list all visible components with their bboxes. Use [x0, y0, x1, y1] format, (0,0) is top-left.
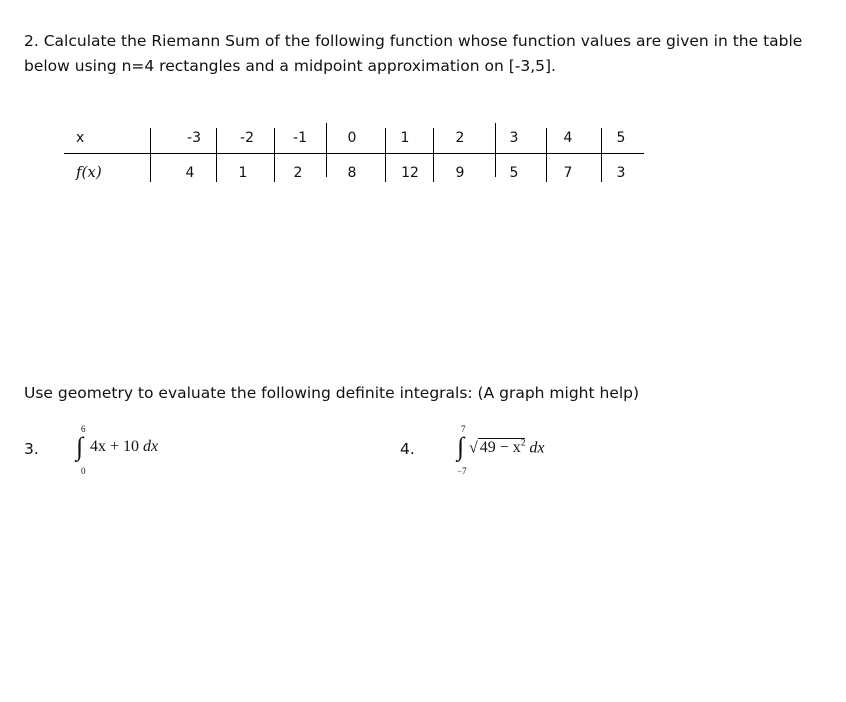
table-cell: 1: [400, 130, 410, 146]
table-cell: 3: [509, 130, 519, 146]
lower-limit: 0: [81, 466, 86, 476]
table-cell: -3: [187, 130, 201, 146]
table-cell: 4: [185, 165, 195, 181]
table-divider: [433, 128, 434, 182]
integral-sign-icon: ∫: [76, 432, 84, 461]
question-2-line-2: below using n=4 rectangles and a midpoint approximation on [-3,5].: [24, 57, 556, 75]
function-table: [64, 123, 644, 185]
table-cell: 2: [293, 165, 303, 181]
table-cell: 3: [616, 165, 626, 181]
geometry-prompt: Use geometry to evaluate the following definite integrals: (A graph might help): [24, 384, 640, 402]
table-header-x: x: [76, 130, 85, 146]
upper-limit: 7: [461, 424, 466, 434]
integrand: [90, 438, 158, 456]
upper-limit: 6: [81, 424, 86, 434]
table-cell: 2: [455, 130, 465, 146]
table-divider: [546, 128, 547, 182]
table-cell: 8: [347, 165, 357, 181]
table-divider: [326, 123, 327, 177]
table-cell: -2: [240, 130, 254, 146]
integrand-text: 4x + 10: [90, 438, 140, 455]
radicand: [478, 438, 526, 456]
integrand: [469, 438, 544, 457]
table-cell: 9: [455, 165, 465, 181]
table-cell: -1: [293, 130, 307, 146]
table-cell: 1: [238, 165, 248, 181]
table-cell: 5: [616, 130, 626, 146]
radicand-text: 49 − x: [479, 439, 521, 457]
table-header-fx: f(x): [76, 163, 102, 181]
sqrt-radical: √ $49 - x^2$: [469, 438, 526, 457]
differential: dx: [143, 438, 159, 455]
table-cell: 12: [401, 165, 419, 181]
table-cell: 7: [563, 165, 573, 181]
question-2-line-1: 2. Calculate the Riemann Sum of the following function whose function values are given in the table: [24, 32, 803, 50]
table-cell: 5: [509, 165, 519, 181]
lower-limit: −7: [457, 466, 467, 476]
table-divider: [216, 128, 217, 182]
question-4-number: 4.: [400, 440, 415, 458]
question-3-number: 3.: [24, 440, 39, 458]
differential: dx: [529, 439, 545, 457]
integral-sign-icon: ∫: [457, 432, 465, 461]
exponent: 2: [520, 438, 526, 448]
table-divider: [64, 153, 644, 154]
table-divider: [150, 128, 151, 182]
table-cell: 0: [347, 130, 357, 146]
table-cell: 4: [563, 130, 573, 146]
question-2-text: [24, 29, 824, 79]
table-divider: [274, 128, 275, 182]
